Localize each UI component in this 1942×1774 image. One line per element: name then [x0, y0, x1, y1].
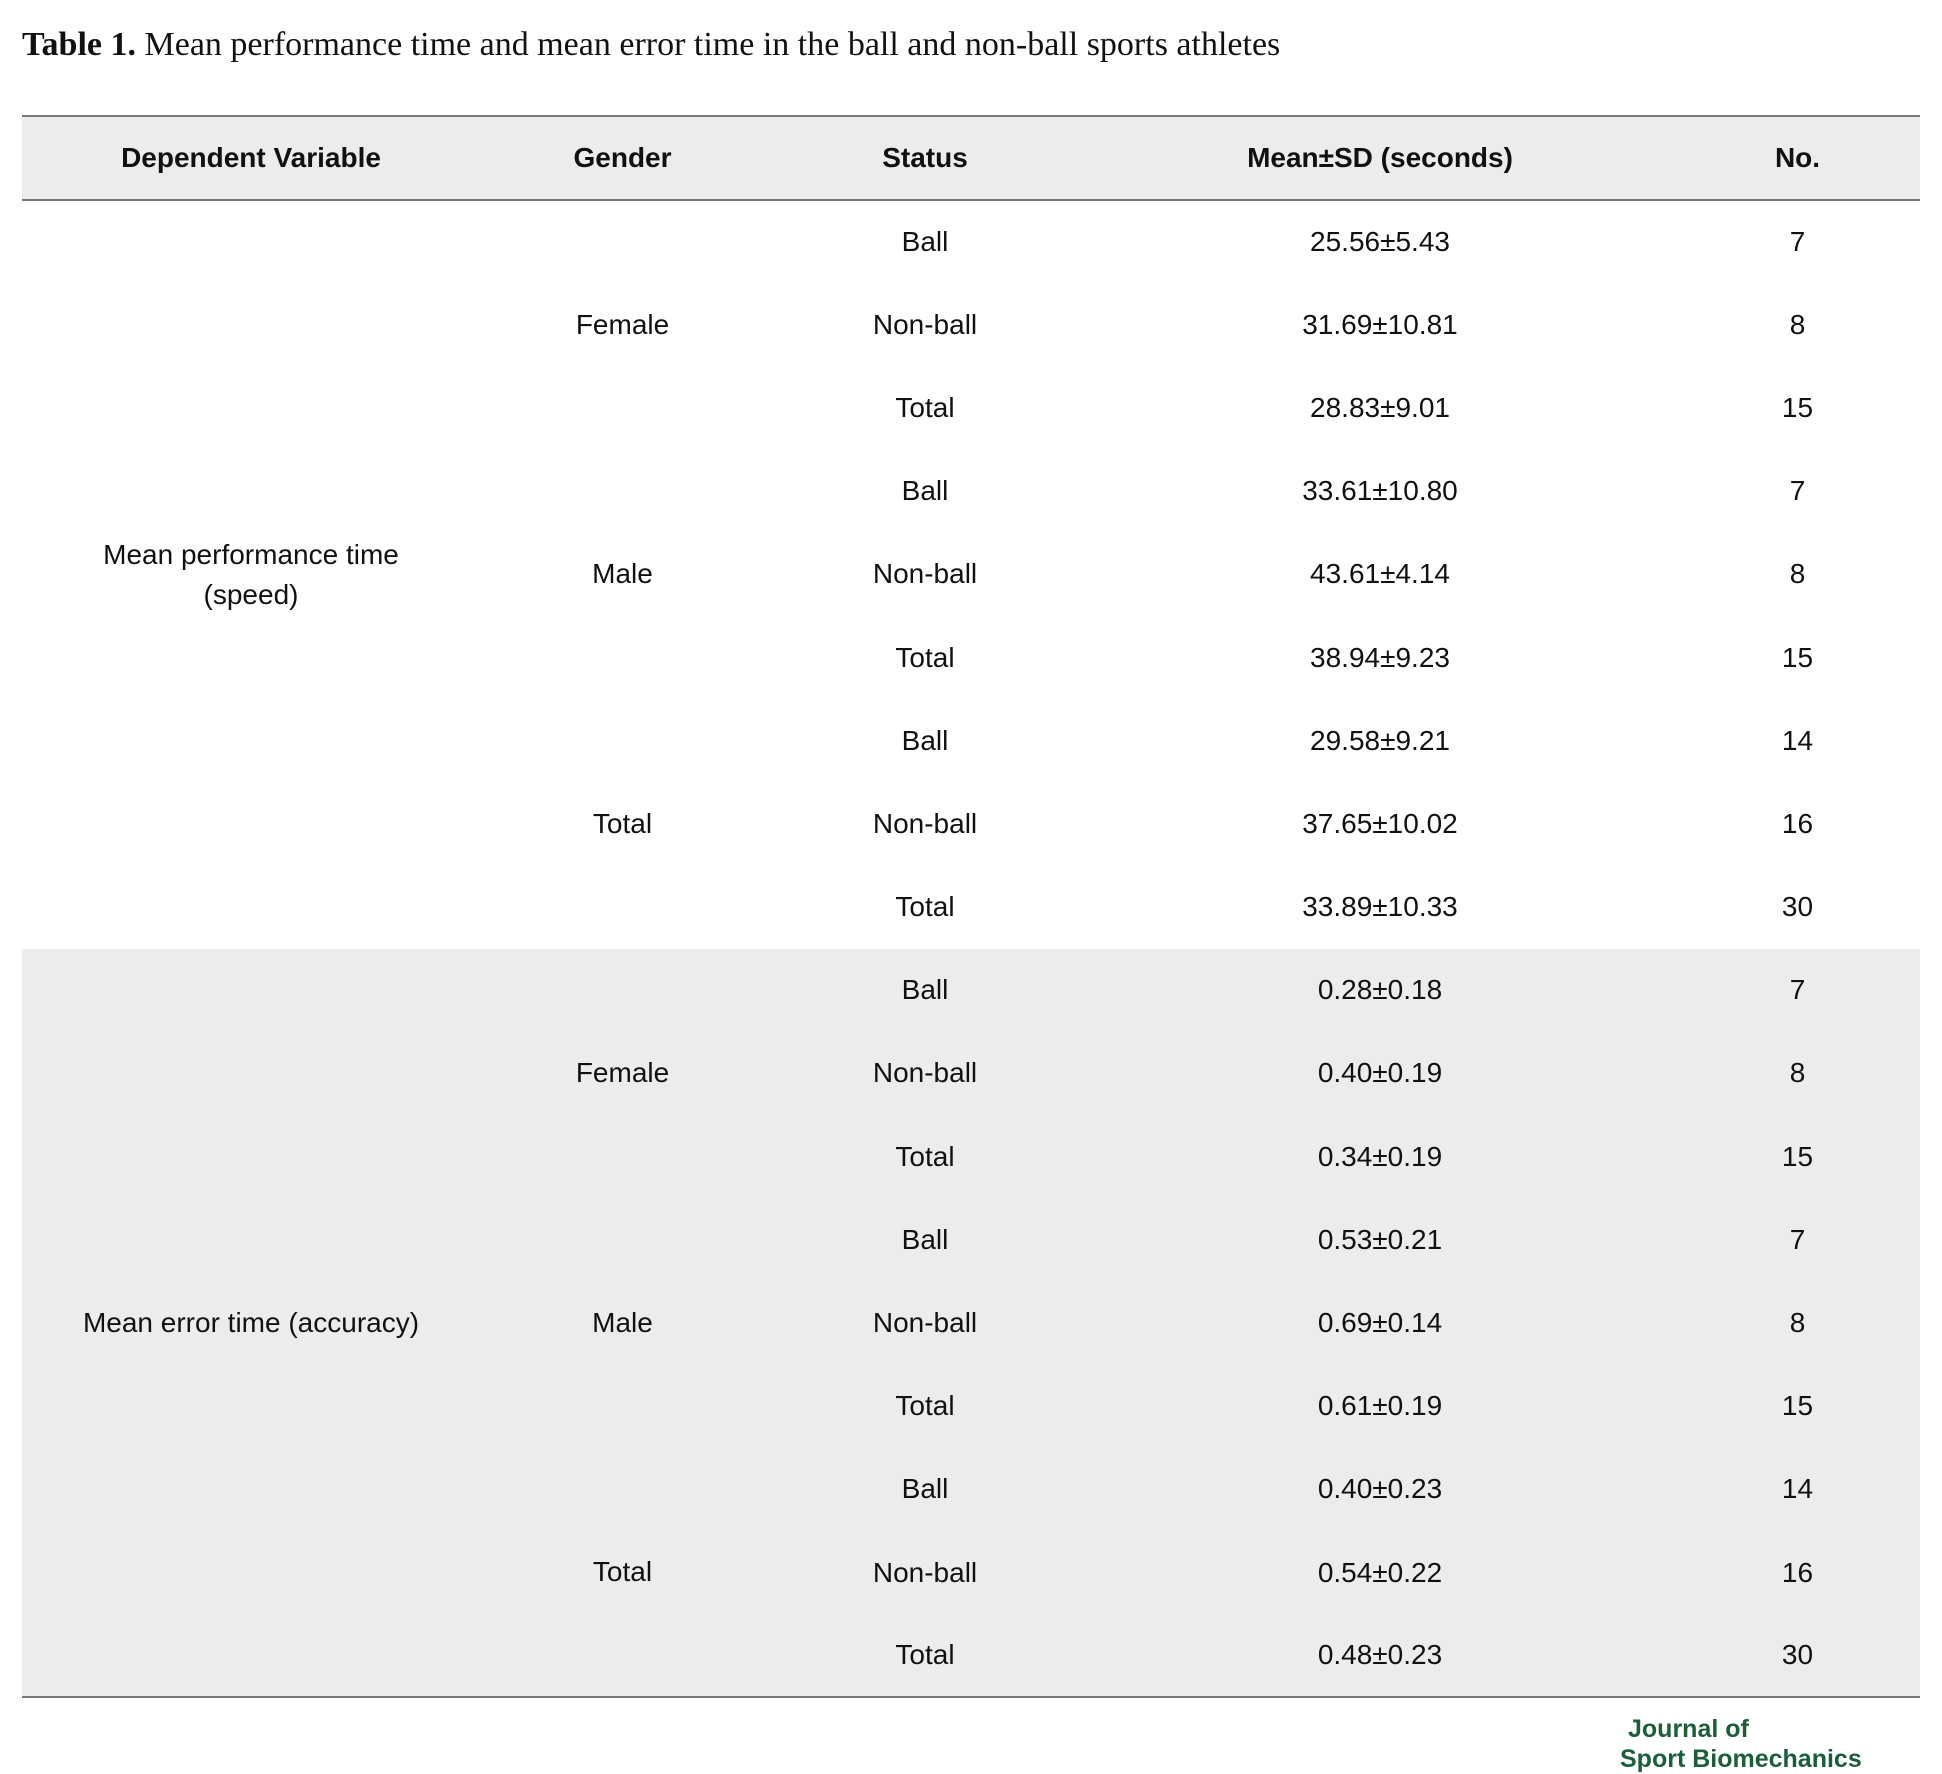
status-cell: Total — [895, 391, 955, 423]
header-status: Status — [882, 142, 968, 173]
gender-cell: Female — [575, 309, 670, 341]
header-gender: Gender — [573, 142, 672, 173]
header-dependent-variable: Dependent Variable — [121, 142, 381, 173]
count-cell: 8 — [1789, 1307, 1806, 1339]
gender-cell: Female — [575, 1057, 670, 1089]
status-cell: Non-ball — [872, 807, 978, 839]
count-cell: 16 — [1781, 1556, 1814, 1588]
count-cell: 30 — [1781, 1639, 1814, 1671]
mean-sd-cell: 0.69±0.14 — [1317, 1307, 1443, 1339]
mean-sd-cell: 29.58±9.21 — [1310, 724, 1450, 756]
status-cell: Total — [895, 891, 955, 923]
count-cell: 30 — [1781, 891, 1814, 923]
table-row — [22, 949, 1920, 1032]
status-cell: Total — [895, 1639, 955, 1671]
mean-sd-cell: 0.54±0.22 — [1317, 1556, 1443, 1588]
count-cell: 15 — [1781, 1390, 1814, 1422]
status-cell: Ball — [901, 1473, 949, 1505]
dependent-variable-cell: Mean error time (accuracy) — [82, 1306, 420, 1338]
table-row — [22, 200, 1920, 283]
table-header — [22, 116, 1920, 200]
table-group-accuracy — [22, 949, 1920, 1698]
mean-sd-cell: 33.89±10.33 — [1302, 891, 1458, 923]
mean-sd-cell: 43.61±4.14 — [1310, 558, 1450, 590]
status-cell: Total — [895, 1390, 955, 1422]
mean-sd-cell: 0.40±0.23 — [1317, 1473, 1443, 1505]
gender-cell: Total — [592, 1556, 653, 1588]
status-cell: Non-ball — [872, 1556, 978, 1588]
count-cell: 14 — [1781, 1473, 1814, 1505]
header-mean-sd: Mean±SD (seconds) — [1247, 142, 1513, 173]
count-cell: 7 — [1789, 1223, 1806, 1255]
mean-sd-cell: 31.69±10.81 — [1302, 308, 1458, 340]
count-cell: 7 — [1789, 226, 1806, 258]
status-cell: Non-ball — [872, 1057, 978, 1089]
count-cell: 16 — [1781, 807, 1814, 839]
status-cell: Total — [895, 1140, 955, 1172]
journal-logo-line1: Journal of — [1628, 1715, 1749, 1743]
status-cell: Non-ball — [872, 308, 978, 340]
status-cell: Non-ball — [872, 1307, 978, 1339]
status-cell: Ball — [901, 475, 949, 507]
dependent-variable-cell: Mean performance time (speed) — [103, 538, 399, 610]
status-cell: Non-ball — [872, 558, 978, 590]
header-count: No. — [1774, 142, 1821, 173]
gender-cell: Male — [592, 558, 653, 590]
header-row — [22, 116, 1920, 200]
journal-logo — [1620, 1714, 1920, 1774]
mean-sd-cell: 25.56±5.43 — [1310, 226, 1450, 258]
status-cell: Ball — [901, 974, 949, 1006]
table-group-speed — [22, 200, 1920, 949]
status-cell: Ball — [901, 1223, 949, 1255]
mean-sd-cell: 0.34±0.19 — [1317, 1140, 1443, 1172]
mean-sd-cell: 28.83±9.01 — [1310, 391, 1450, 423]
results-table — [22, 115, 1920, 1698]
gender-cell: Total — [592, 807, 653, 839]
count-cell: 7 — [1789, 974, 1806, 1006]
mean-sd-cell: 0.48±0.23 — [1317, 1639, 1443, 1671]
table-title: Mean performance time and mean error time in the ball and non-ball sports athletes — [136, 26, 1281, 63]
status-cell: Ball — [901, 226, 949, 258]
table-label: Table 1. — [22, 26, 137, 63]
mean-sd-cell: 37.65±10.02 — [1302, 807, 1458, 839]
mean-sd-cell: 33.61±10.80 — [1302, 475, 1458, 507]
status-cell: Total — [895, 641, 955, 673]
count-cell: 8 — [1789, 308, 1806, 340]
mean-sd-cell: 0.28±0.18 — [1317, 974, 1443, 1006]
mean-sd-cell: 0.61±0.19 — [1317, 1390, 1443, 1422]
count-cell: 8 — [1789, 558, 1806, 590]
table-caption — [22, 20, 1912, 70]
count-cell: 7 — [1789, 475, 1806, 507]
status-cell: Ball — [901, 724, 949, 756]
count-cell: 8 — [1789, 1057, 1806, 1089]
count-cell: 15 — [1781, 1140, 1814, 1172]
journal-logo-line2: Sport Biomechanics — [1620, 1745, 1862, 1773]
mean-sd-cell: 0.40±0.19 — [1317, 1057, 1443, 1089]
mean-sd-cell: 38.94±9.23 — [1310, 641, 1450, 673]
count-cell: 15 — [1781, 391, 1814, 423]
gender-cell: Male — [592, 1307, 653, 1339]
mean-sd-cell: 0.53±0.21 — [1317, 1223, 1443, 1255]
count-cell: 15 — [1781, 641, 1814, 673]
count-cell: 14 — [1781, 724, 1814, 756]
